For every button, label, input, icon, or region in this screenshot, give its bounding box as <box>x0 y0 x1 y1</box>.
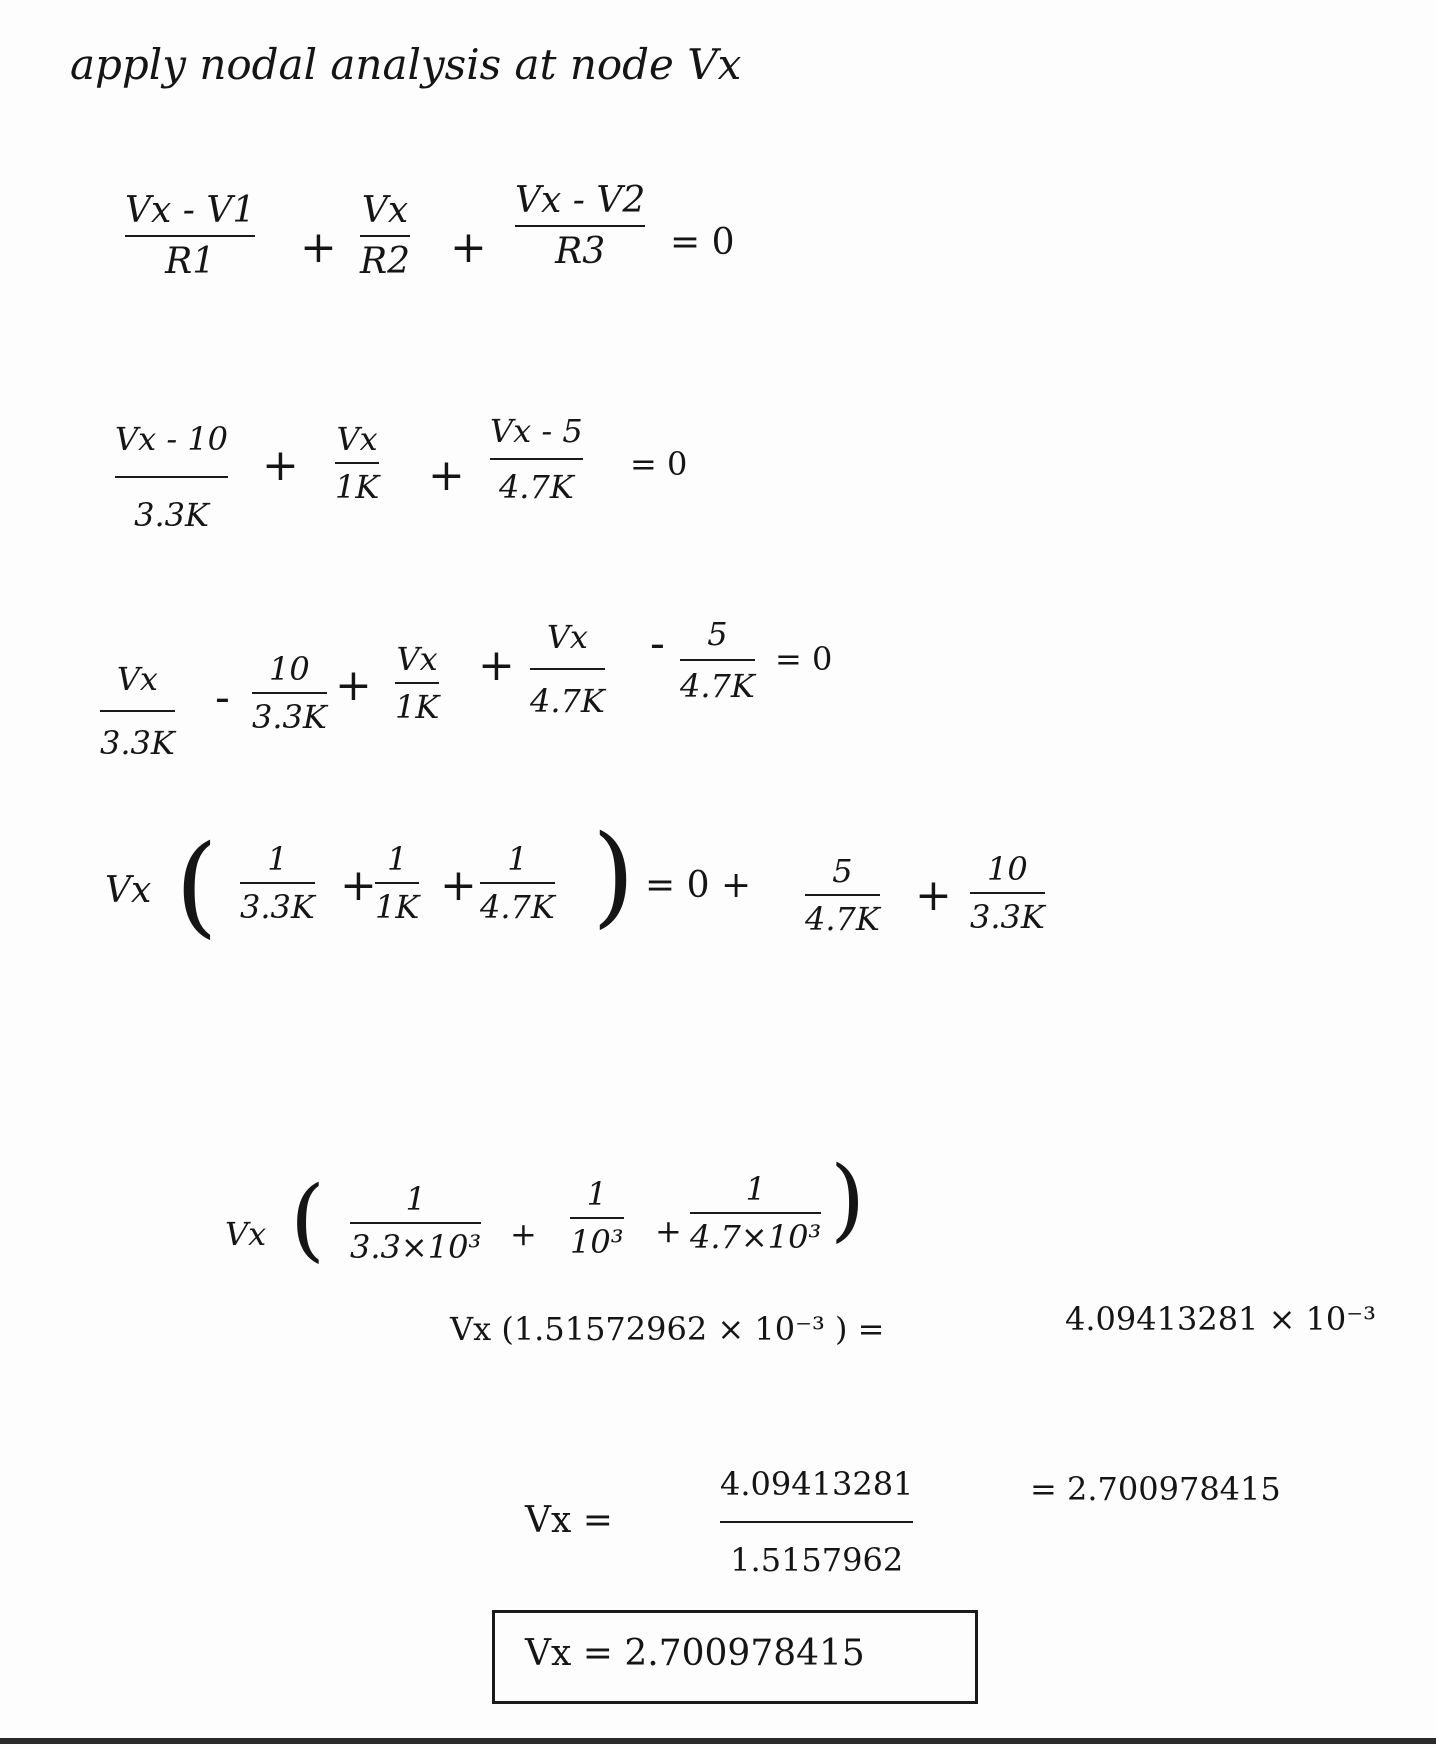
fraction-bar <box>480 882 555 884</box>
fraction-term-2 <box>360 190 410 282</box>
plus-sign: + <box>478 640 515 691</box>
denominator: 4.7×10³ <box>690 1218 822 1256</box>
fraction-term-3 <box>690 1170 821 1256</box>
denominator: 4.7K <box>680 667 755 705</box>
fraction-term-2 <box>570 1175 624 1261</box>
fraction-term-2 <box>252 650 327 736</box>
equals-zero: = 0 <box>670 222 735 263</box>
fraction-bar <box>252 692 327 694</box>
plus-sign: + <box>915 870 952 921</box>
plus-sign: + <box>335 660 372 711</box>
fraction-bar <box>690 1212 821 1214</box>
fraction-term-5 <box>680 615 755 705</box>
denominator: 3.3K <box>240 888 315 926</box>
denominator: 1K <box>395 688 440 726</box>
right-paren: ) <box>830 1147 866 1252</box>
numerator: Vx <box>546 618 588 656</box>
fraction-bar <box>395 682 439 684</box>
fraction-bar <box>125 235 255 237</box>
fraction-term-2 <box>335 420 379 506</box>
page-bottom-edge <box>0 1738 1436 1744</box>
numerator: 1 <box>267 840 288 878</box>
plus-sign: + <box>655 1212 682 1250</box>
fraction-term-1 <box>100 660 175 762</box>
plus-sign: + <box>440 860 477 911</box>
division-fraction <box>720 1465 913 1579</box>
fraction-bar <box>970 892 1045 894</box>
rhs-value: 4.09413281 × 10⁻³ <box>1065 1300 1376 1338</box>
fraction-rhs-2 <box>970 850 1045 936</box>
denominator: 4.7K <box>805 900 880 938</box>
numerator: Vx - 10 <box>115 420 229 458</box>
fraction-term-4 <box>530 618 605 720</box>
fraction-term-1 <box>240 840 315 926</box>
fraction-bar <box>680 659 755 661</box>
fraction-bar <box>515 225 645 227</box>
plus-sign: + <box>262 440 299 491</box>
denominator: 4.7K <box>530 682 605 720</box>
denominator: 3.3K <box>252 698 327 736</box>
plus-sign: + <box>340 860 377 911</box>
fraction-term-3 <box>395 640 439 726</box>
fraction-bar <box>240 882 315 884</box>
numerator: 4.09413281 <box>720 1465 914 1503</box>
numerator: Vx <box>116 660 158 698</box>
answer-box <box>492 1610 978 1704</box>
numerator: 1 <box>745 1170 766 1208</box>
right-paren: ) <box>592 811 635 939</box>
fraction-bar <box>375 882 419 884</box>
fraction-bar <box>530 668 605 670</box>
denominator: 4.7K <box>498 468 574 506</box>
denominator: 1.5157962 <box>730 1541 904 1579</box>
equals-zero: = 0 <box>630 445 688 483</box>
fraction-bar <box>720 1521 913 1523</box>
denominator: 3.3K <box>970 898 1045 936</box>
numerator: Vx - V1 <box>125 190 256 231</box>
left-paren: ( <box>175 821 218 949</box>
minus-sign: - <box>215 672 230 723</box>
fraction-term-1 <box>350 1180 481 1266</box>
plus-sign: + <box>428 450 465 501</box>
numerator: 1 <box>586 1175 607 1213</box>
denominator: R2 <box>360 241 411 282</box>
numerator: 10 <box>987 850 1028 888</box>
denominator: 3.3×10³ <box>350 1228 482 1266</box>
numerator: 1 <box>507 840 528 878</box>
heading: apply nodal analysis at node Vx <box>70 40 742 89</box>
numerator: Vx <box>361 190 409 231</box>
fraction-term-3 <box>480 840 555 926</box>
plus-sign: + <box>450 222 487 273</box>
numerator: 1 <box>405 1180 426 1218</box>
equals-zero: = 0 <box>775 640 833 678</box>
result-value: = 2.700978415 <box>1030 1470 1281 1508</box>
fraction-rhs-1 <box>805 852 880 938</box>
left-paren: ( <box>290 1167 326 1272</box>
fraction-bar <box>335 462 379 464</box>
denominator: R3 <box>555 231 606 272</box>
denominator: 1K <box>335 468 380 506</box>
equals-zero-plus: = 0 + <box>645 865 752 906</box>
fraction-bar <box>100 710 175 712</box>
plus-sign: + <box>300 222 337 273</box>
fraction-term-3 <box>515 180 645 272</box>
variable-vx: Vx <box>105 870 152 911</box>
fraction-term-1 <box>125 190 255 282</box>
fraction-term-2 <box>375 840 419 926</box>
numerator: Vx - V2 <box>515 180 646 221</box>
numerator: Vx <box>336 420 378 458</box>
lhs-vx: Vx = <box>525 1500 613 1541</box>
denominator: 3.3K <box>134 496 209 534</box>
numerator: 5 <box>832 852 853 890</box>
numerator: Vx <box>396 640 438 678</box>
fraction-bar <box>360 235 410 237</box>
denominator: 4.7K <box>480 888 555 926</box>
minus-sign: - <box>650 618 665 669</box>
numerator: 10 <box>269 650 310 688</box>
numerator: Vx - 5 <box>490 412 583 450</box>
numerator: 5 <box>707 615 728 653</box>
fraction-bar <box>570 1217 624 1219</box>
lhs-expression: Vx (1.51572962 × 10⁻³ ) = <box>450 1310 885 1348</box>
fraction-bar <box>805 894 880 896</box>
denominator: 3.3K <box>100 724 175 762</box>
plus-sign: + <box>510 1215 537 1253</box>
denominator: 10³ <box>570 1223 624 1261</box>
fraction-term-3 <box>490 412 583 506</box>
fraction-bar <box>490 458 583 460</box>
final-answer: Vx = 2.700978415 <box>525 1633 865 1674</box>
variable-vx: Vx <box>225 1215 267 1253</box>
fraction-bar <box>115 476 228 478</box>
fraction-term-1 <box>115 420 228 534</box>
fraction-bar <box>350 1222 481 1224</box>
denominator: R1 <box>165 241 216 282</box>
numerator: 1 <box>386 840 408 878</box>
denominator: 1K <box>375 888 420 926</box>
